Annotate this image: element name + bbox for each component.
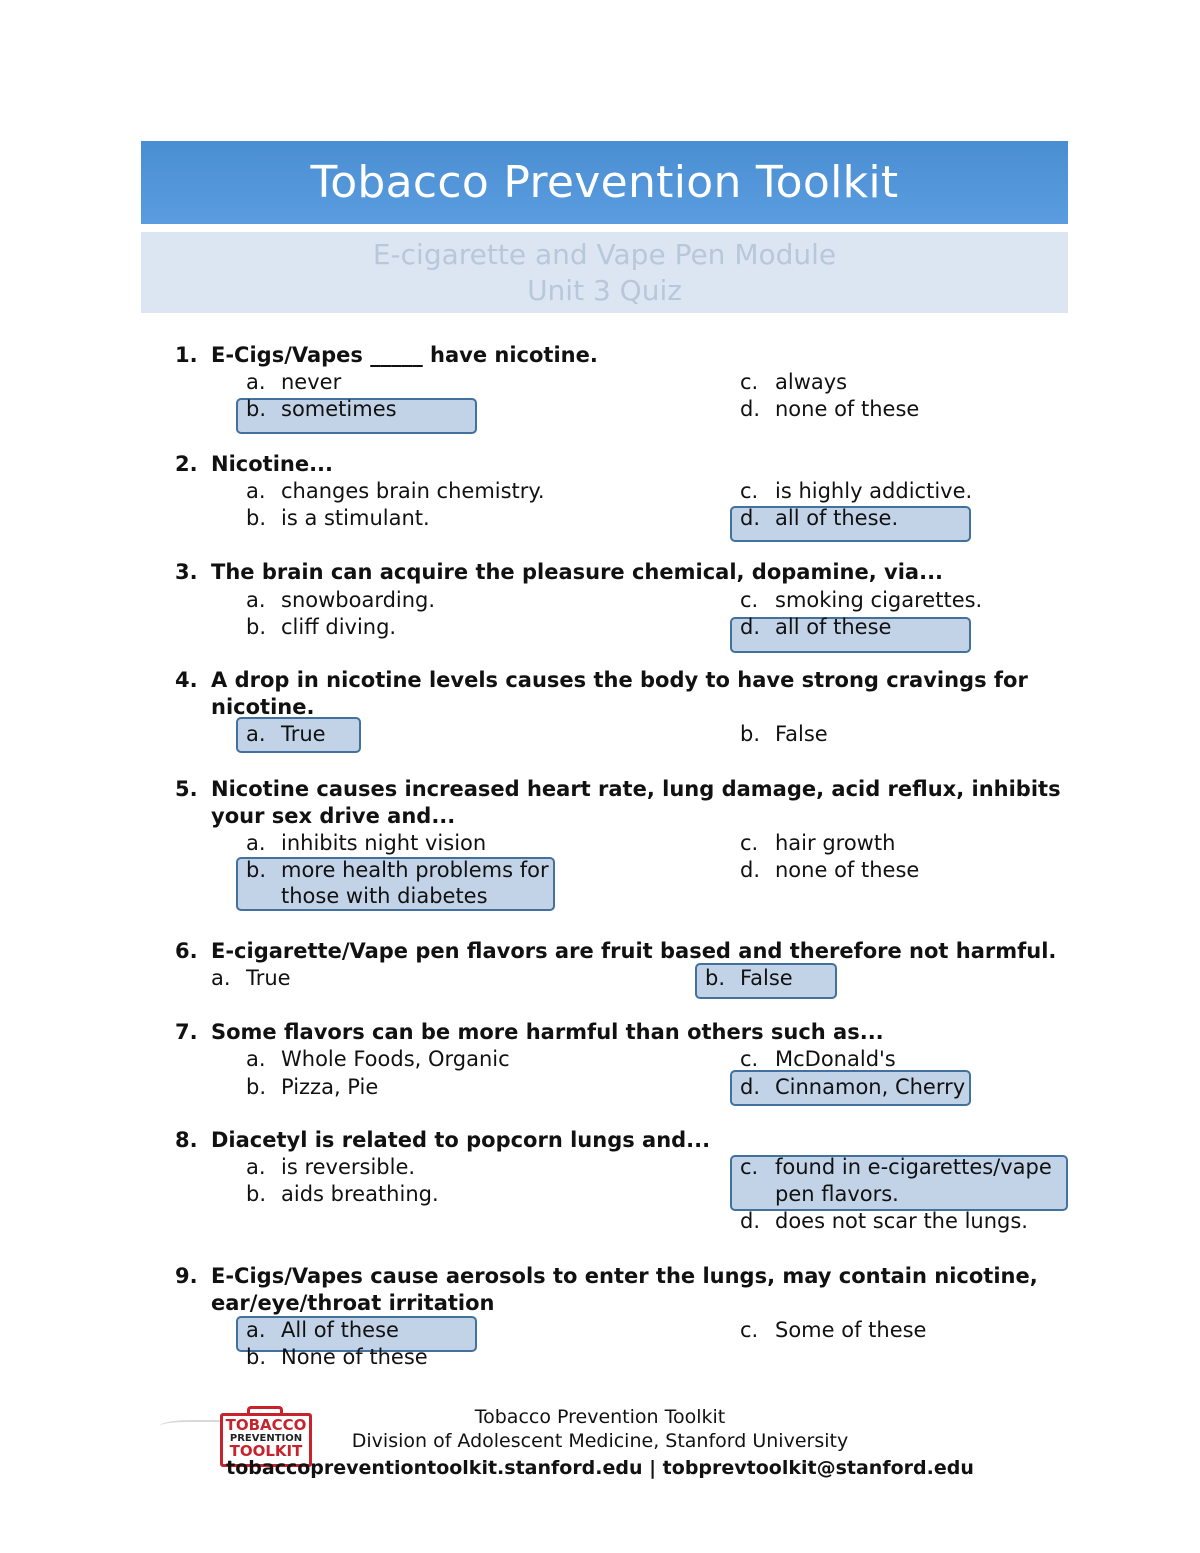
option-b[interactable]: b. aids breathing. xyxy=(246,1182,439,1206)
question-text-line2: nicotine. xyxy=(211,695,315,719)
option-d[interactable]: d. all of these xyxy=(740,615,892,639)
option-b[interactable]: b. None of these xyxy=(246,1345,428,1369)
option-a[interactable]: a. inhibits night vision xyxy=(246,831,487,855)
question-text: Diacetyl is related to popcorn lungs and... xyxy=(211,1128,711,1152)
option-b[interactable]: b. cliff diving. xyxy=(246,615,397,639)
title-banner xyxy=(141,141,1068,224)
option-c[interactable]: c. Some of these xyxy=(740,1318,927,1342)
option-c[interactable]: c. always xyxy=(740,370,848,394)
option-c[interactable]: c. found in e-cigarettes/vape xyxy=(740,1155,1052,1179)
page-title: Tobacco Prevention Toolkit xyxy=(310,157,899,208)
question-text: E-Cigs/Vapes _____ have nicotine. xyxy=(211,343,598,367)
option-b[interactable]: b. False xyxy=(740,722,828,746)
option-d[interactable]: d. none of these xyxy=(740,397,920,421)
option-a[interactable]: a. True xyxy=(211,966,291,990)
option-c[interactable]: c. is highly addictive. xyxy=(740,479,973,503)
question-number: 1. xyxy=(175,343,198,367)
question-number: 8. xyxy=(175,1128,198,1152)
question-number: 3. xyxy=(175,560,198,584)
question-number: 9. xyxy=(175,1264,198,1288)
option-b[interactable]: b. Pizza, Pie xyxy=(246,1075,379,1099)
question-text: The brain can acquire the pleasure chemical, dopamine, via... xyxy=(211,560,944,584)
option-c[interactable]: c. hair growth xyxy=(740,831,896,855)
option-b[interactable]: b. more health problems for xyxy=(246,858,549,882)
question-number: 4. xyxy=(175,668,198,692)
footer-contact[interactable]: tobaccopreventiontoolkit.stanford.edu | tobprevtoolkit@stanford.edu xyxy=(226,1457,974,1479)
footer-org: Tobacco Prevention Toolkit xyxy=(474,1406,726,1428)
option-a[interactable]: a. never xyxy=(246,370,342,394)
option-b[interactable]: b. is a stimulant. xyxy=(246,506,430,530)
option-a[interactable]: a. changes brain chemistry. xyxy=(246,479,545,503)
module-title: E-cigarette and Vape Pen Module xyxy=(372,238,837,271)
question-text: Some flavors can be more harmful than others such as... xyxy=(211,1020,884,1044)
option-a[interactable]: a. is reversible. xyxy=(246,1155,416,1179)
option-b-line2[interactable]: those with diabetes xyxy=(281,884,488,908)
quiz-title: Unit 3 Quiz xyxy=(527,274,682,307)
option-c[interactable]: c. smoking cigarettes. xyxy=(740,588,983,612)
question-number: 6. xyxy=(175,939,198,963)
option-c-line2[interactable]: pen flavors. xyxy=(775,1182,899,1206)
footer-division: Division of Adolescent Medicine, Stanford University xyxy=(351,1430,849,1452)
option-a[interactable]: a. True xyxy=(246,722,326,746)
question-text-line1: E-Cigs/Vapes cause aerosols to enter the lungs, may contain nicotine, xyxy=(211,1264,1038,1288)
question-number: 7. xyxy=(175,1020,198,1044)
question-text-line1: A drop in nicotine levels causes the body to have strong cravings for xyxy=(211,668,1028,692)
option-d[interactable]: d. none of these xyxy=(740,858,920,882)
option-a[interactable]: a. All of these xyxy=(246,1318,399,1342)
option-a[interactable]: a. snowboarding. xyxy=(246,588,436,612)
question-number: 5. xyxy=(175,777,198,801)
question-text-line1: Nicotine causes increased heart rate, lung damage, acid reflux, inhibits xyxy=(211,777,1061,801)
option-b[interactable]: b. False xyxy=(705,966,793,990)
question-text-line2: ear/eye/throat irritation xyxy=(211,1291,495,1315)
option-d[interactable]: d. all of these. xyxy=(740,506,899,530)
option-a[interactable]: a. Whole Foods, Organic xyxy=(246,1047,510,1071)
question-number: 2. xyxy=(175,452,198,476)
option-b[interactable]: b. sometimes xyxy=(246,397,397,421)
question-text: Nicotine... xyxy=(211,452,334,476)
option-d[interactable]: d. does not scar the lungs. xyxy=(740,1209,1028,1233)
option-d[interactable]: d. Cinnamon, Cherry xyxy=(740,1075,966,1099)
subtitle-banner xyxy=(141,232,1068,313)
toolkit-logo: TOBACCO PREVENTION TOOLKIT xyxy=(220,1413,312,1467)
question-text: E-cigarette/Vape pen flavors are fruit based and therefore not harmful. xyxy=(211,939,1057,963)
question-text-line2: your sex drive and... xyxy=(211,804,456,828)
option-c[interactable]: c. McDonald's xyxy=(740,1047,896,1071)
